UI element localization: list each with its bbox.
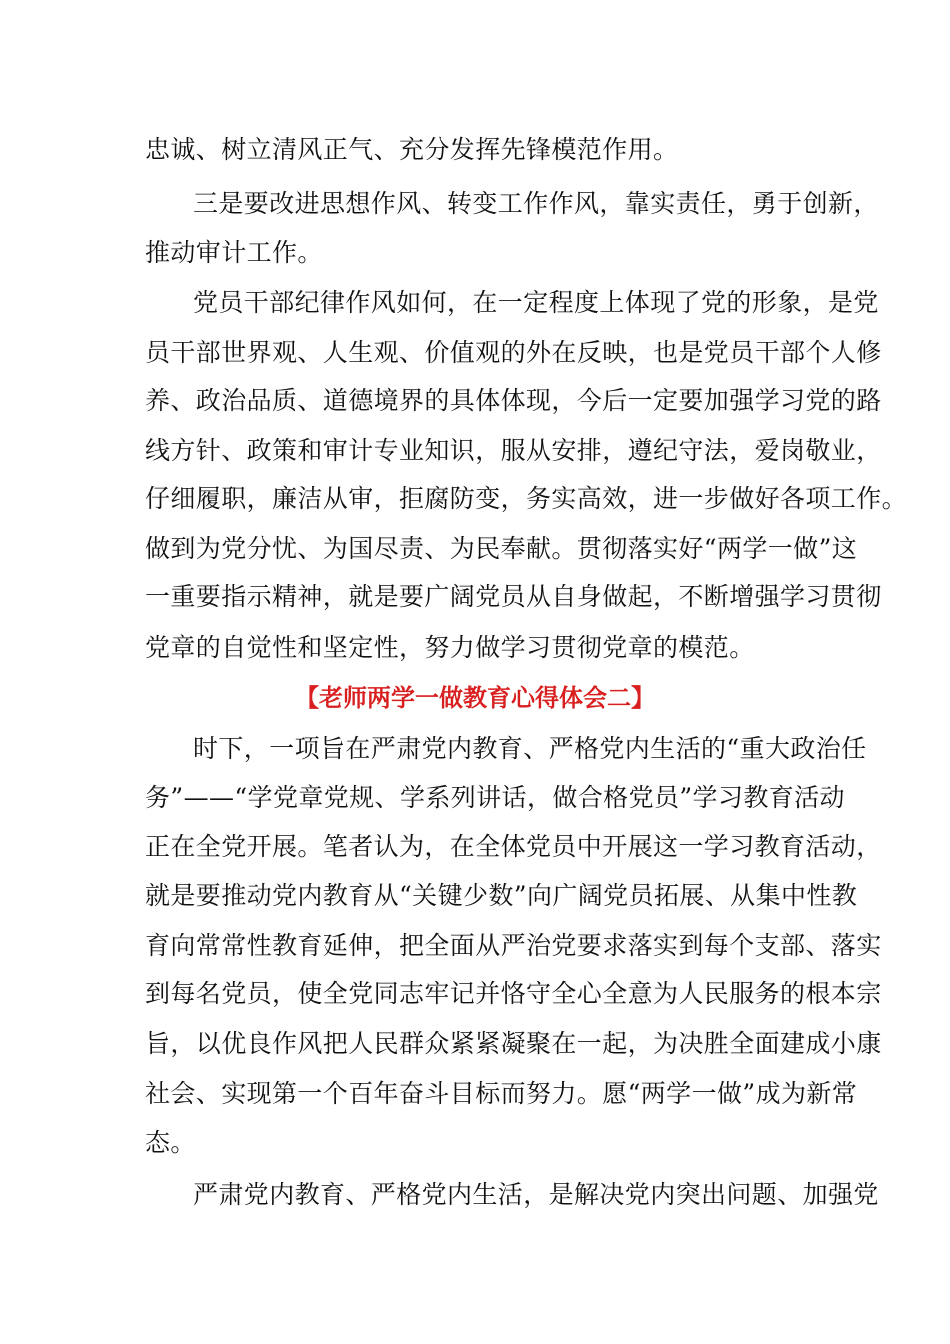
paragraph-line: 到每名党员，使全党同志牢记并恪守全心全意为人民服务的根本宗 [145, 979, 882, 1008]
paragraph-line: 一重要指示精神，就是要广阔党员从自身做起，不断增强学习贯彻 [145, 582, 882, 611]
paragraph-line: 忠诚、树立清风正气、充分发挥先锋模范作用。 [145, 135, 679, 164]
paragraph-line: 三是要改进思想作风、转变工作作风，靠实责任，勇于创新， [193, 189, 879, 218]
paragraph-line: 做到为党分忧、为国尽责、为民奉献。贯彻落实好“两学一做”这 [145, 534, 858, 563]
paragraph-line: 线方针、政策和审计专业知识，服从安排，遵纪守法，爱岗敬业， [145, 436, 882, 465]
paragraph-line: 就是要推动党内教育从“关键少数”向广阔党员拓展、从集中性教 [145, 881, 858, 910]
paragraph-line: 仔细履职，廉洁从审，拒腐防变，务实高效，进一步做好各项工作。 [145, 484, 908, 513]
paragraph-line: 正在全党开展。笔者认为，在全体党员中开展这一学习教育活动， [145, 832, 882, 861]
paragraph-line: 时下，一项旨在严肃党内教育、严格党内生活的“重大政治任 [193, 734, 867, 763]
paragraph-line: 旨，以优良作风把人民群众紧紧凝聚在一起，为决胜全面建成小康 [145, 1029, 882, 1058]
paragraph-line: 社会、实现第一个百年奋斗目标而努力。愿“两学一做”成为新常 [145, 1079, 858, 1108]
paragraph-line: 党章的自觉性和坚定性，努力做学习贯彻党章的模范。 [145, 633, 755, 662]
paragraph-line: 员干部世界观、人生观、价值观的外在反映，也是党员干部个人修 [145, 338, 882, 367]
section-heading: 【老师两学一做教育心得体会二】 [295, 684, 655, 712]
paragraph-line: 育向常常性教育延伸，把全面从严治党要求落实到每个支部、落实 [145, 931, 882, 960]
paragraph-line: 养、政治品质、道德境界的具体体现，今后一定要加强学习党的路 [145, 386, 882, 415]
paragraph-line: 务”——“学党章党规、学系列讲话，做合格党员”学习教育活动 [145, 783, 845, 812]
paragraph-line: 严肃党内教育、严格党内生活，是解决党内突出问题、加强党 [193, 1180, 879, 1209]
paragraph-line: 党员干部纪律作风如何，在一定程度上体现了党的形象，是党 [193, 288, 879, 317]
paragraph-line: 推动审计工作。 [145, 238, 323, 267]
paragraph-line: 态。 [145, 1128, 196, 1157]
